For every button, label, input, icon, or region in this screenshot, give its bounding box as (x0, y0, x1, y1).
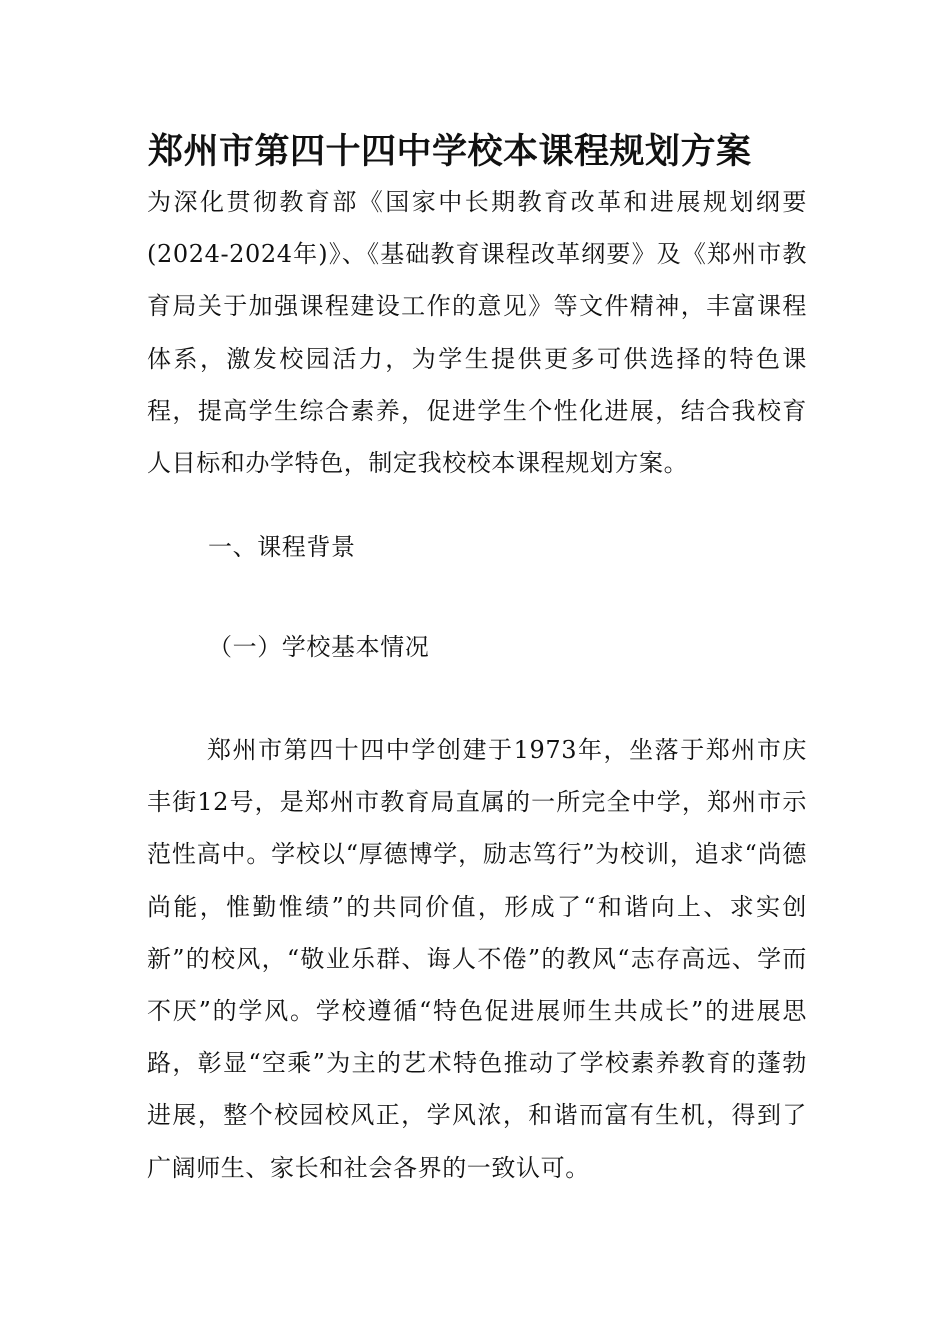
document-title: 郑州市第四十四中学校本课程规划方案 (148, 132, 752, 172)
body-paragraph: 郑州市第四十四中学创建于1973年，坐落于郑州市庆丰街12号，是郑州市教育局直属的一所完全中学，郑州市示范性高中。学校以“厚德博学，励志笃行”为校训，追求“尚德尚能，惟勤惟绩”的共同价值，形成了“和谐向上、求实创新”的校风，“敬业乐群、诲人不倦”的教风“志存高远、学而不厌”的学风。学校遵循“特色促进展师生共成长”的进展思路，彰显“空乘”为主的艺术特色推动了学校素养教育的蓬勃进展，整个校园校风正，学风浓，和谐而富有生机，得到了广阔师生、家长和社会各界的一致认可。 (147, 736, 807, 1182)
intro-paragraph: 为深化贯彻教育部《国家中长期教育改革和进展规划纲要(2024-2024年)》、《基础教育课程改革纲要》及《郑州市教育局关于加强课程建设工作的意见》等文件精神，丰富课程体系，激发校园活力，为学生提供更多可供选择的特色课程，提高学生综合素养，促进学生个性化进展，结合我校育人目标和办学特色，制定我校校本课程规划方案。 (147, 188, 807, 478)
sub-heading: （一）学校基本情况 (208, 633, 430, 661)
section-heading: 一、课程背景 (208, 533, 356, 561)
